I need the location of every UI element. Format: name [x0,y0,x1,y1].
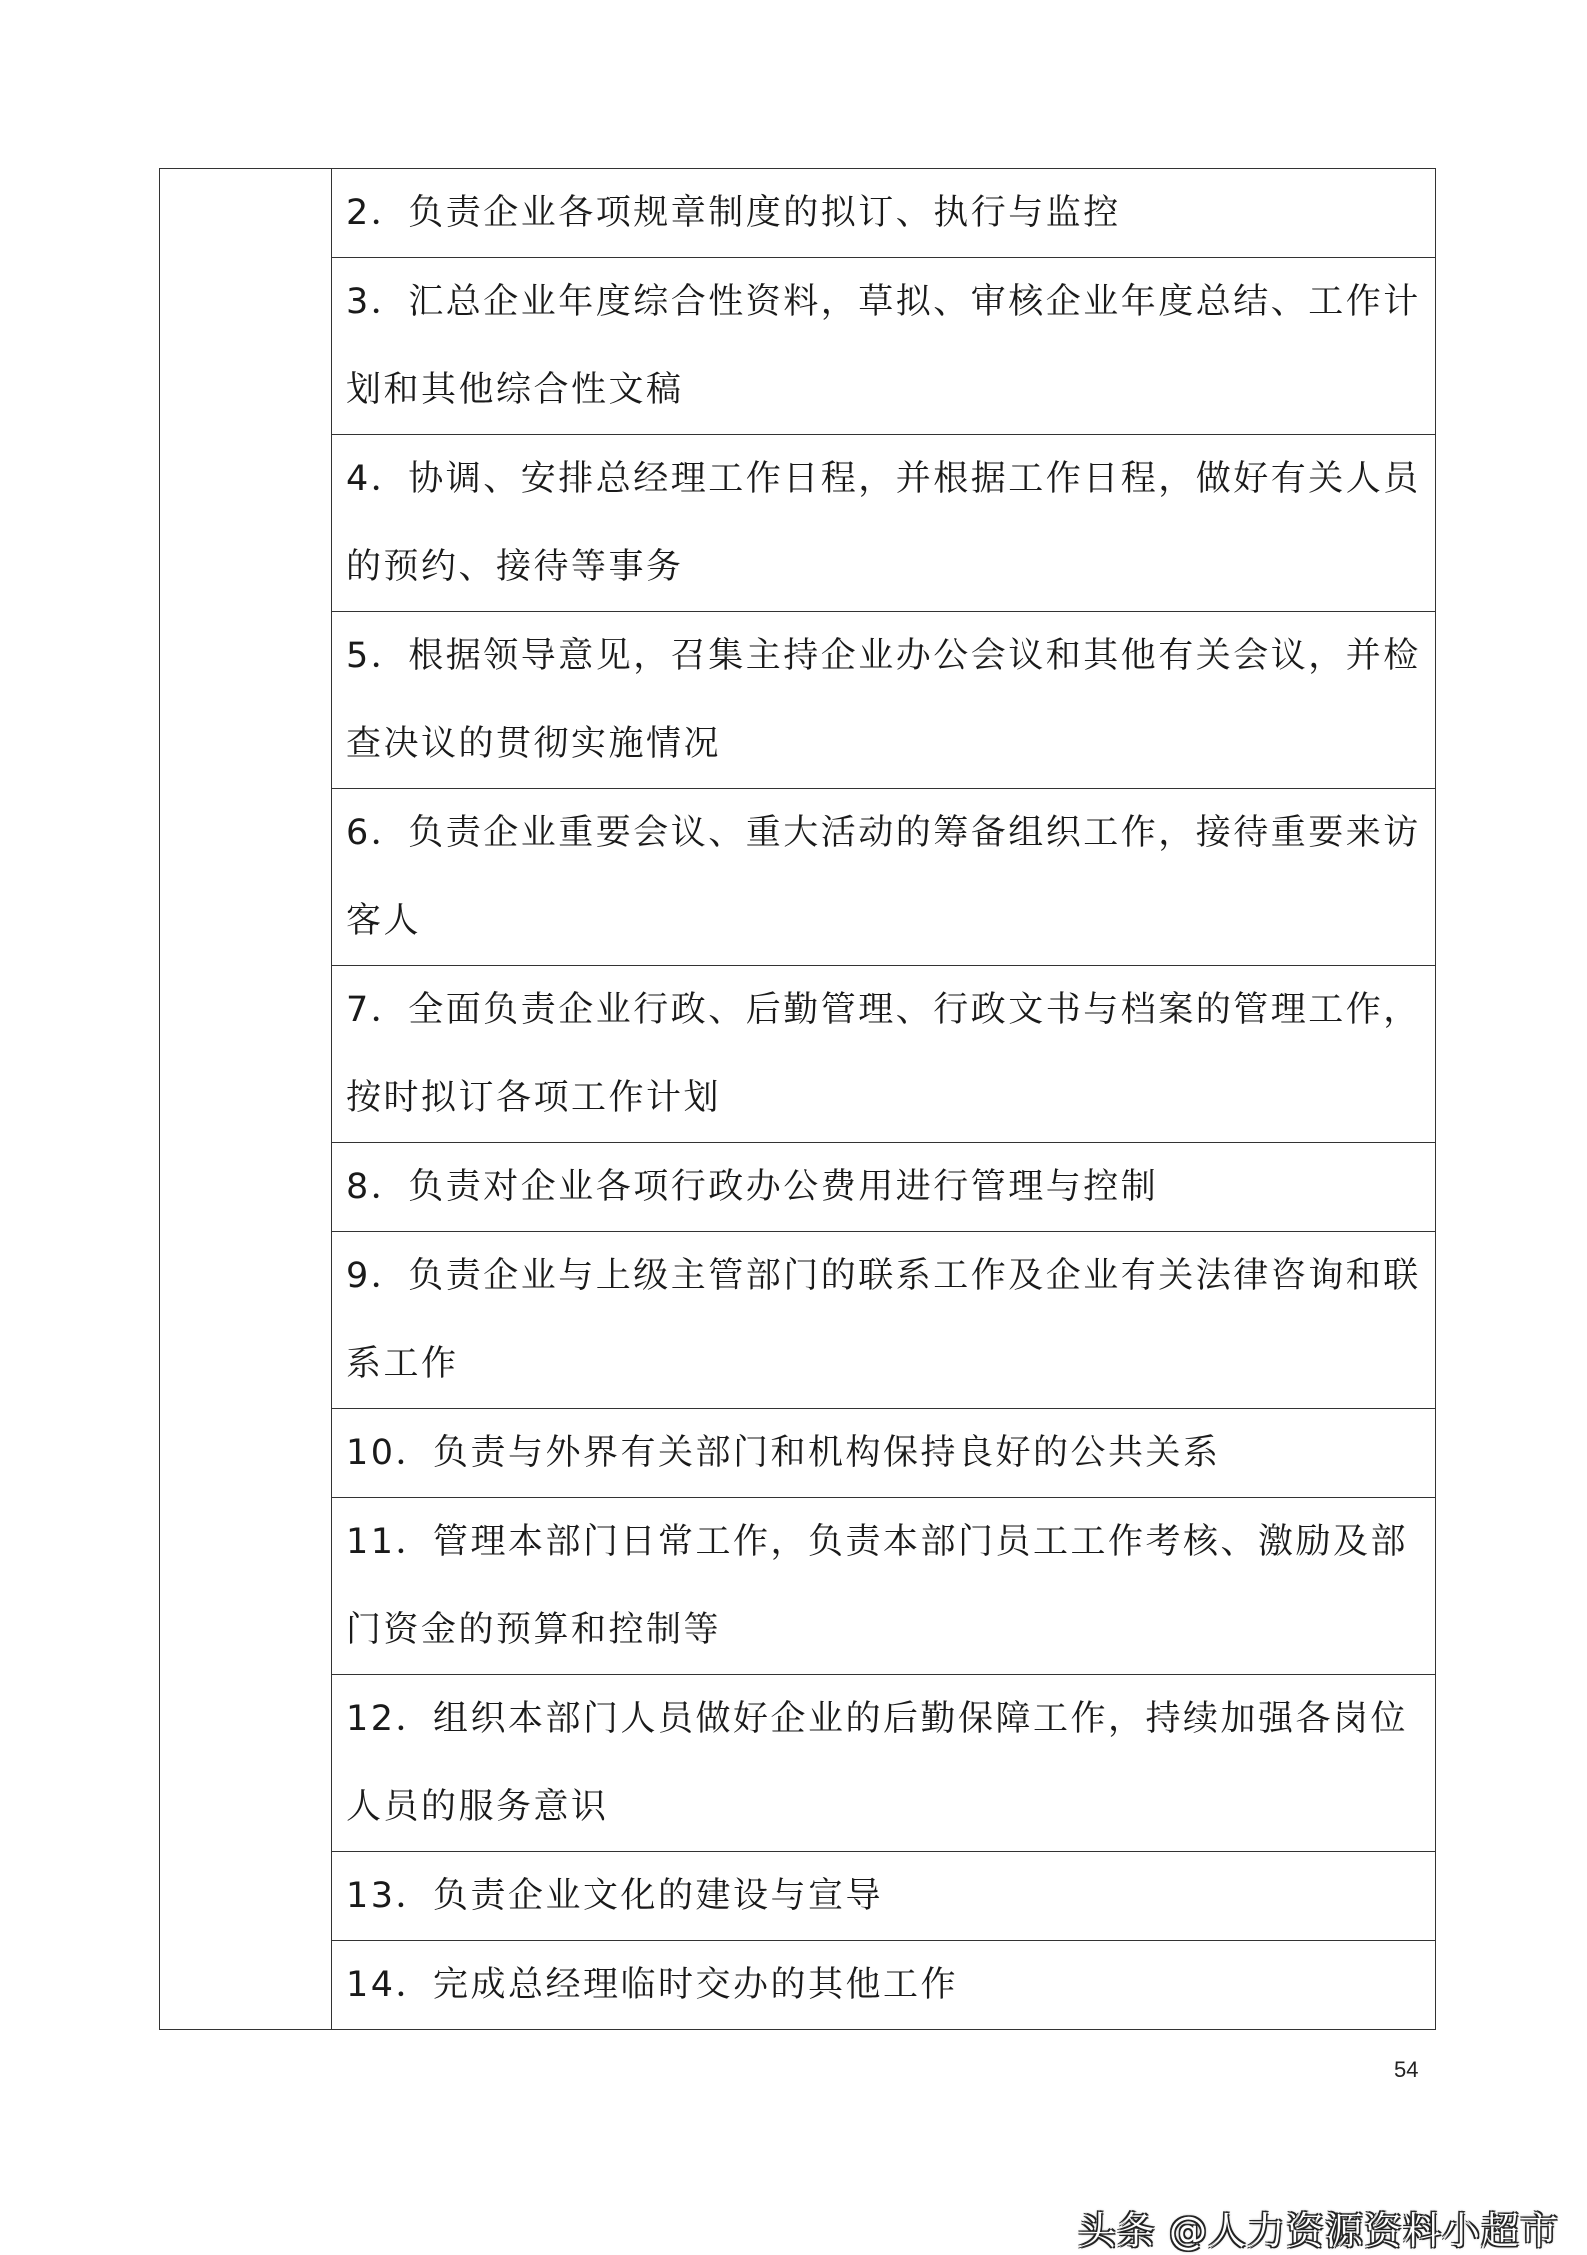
duty-item: 11．管理本部门日常工作，负责本部门员工工作考核、激励及部门资金的预算和控制等 [332,1498,1436,1675]
duty-row [160,435,1436,612]
duty-row [160,1409,1436,1498]
duty-row [160,789,1436,966]
duties-table-body [160,169,1436,2030]
page-number: 54 [1394,2057,1419,2082]
duty-row [160,1852,1436,1941]
duty-item: 14．完成总经理临时交办的其他工作 [332,1941,1436,2030]
duty-row [160,258,1436,435]
duty-item: 9．负责企业与上级主管部门的联系工作及企业有关法律咨询和联系工作 [332,1232,1436,1409]
duty-row [160,966,1436,1143]
duty-item: 4．协调、安排总经理工作日程，并根据工作日程，做好有关人员的预约、接待等事务 [332,435,1436,612]
duty-item: 3．汇总企业年度综合性资料，草拟、审核企业年度总结、工作计划和其他综合性文稿 [332,258,1436,435]
duty-row [160,612,1436,789]
duty-row [160,1143,1436,1232]
duty-item: 12．组织本部门人员做好企业的后勤保障工作，持续加强各岗位人员的服务意识 [332,1675,1436,1852]
duty-item: 8．负责对企业各项行政办公费用进行管理与控制 [332,1143,1436,1232]
position-column-cell [160,169,332,2030]
duty-item: 6．负责企业重要会议、重大活动的筹备组织工作，接待重要来访客人 [332,789,1436,966]
duties-table [159,168,1436,2030]
duty-row [160,1232,1436,1409]
duty-item: 13．负责企业文化的建设与宣导 [332,1852,1436,1941]
duty-row [160,169,1436,258]
duty-row [160,1675,1436,1852]
duty-row [160,1941,1436,2030]
duty-item: 10．负责与外界有关部门和机构保持良好的公共关系 [332,1409,1436,1498]
watermark: 头条 @人力资源资料小超市 [1077,2209,1559,2253]
duty-item: 2．负责企业各项规章制度的拟订、执行与监控 [332,169,1436,258]
duty-item: 7．全面负责企业行政、后勤管理、行政文书与档案的管理工作，按时拟订各项工作计划 [332,966,1436,1143]
duty-item: 5．根据领导意见，召集主持企业办公会议和其他有关会议，并检查决议的贯彻实施情况 [332,612,1436,789]
duty-row [160,1498,1436,1675]
